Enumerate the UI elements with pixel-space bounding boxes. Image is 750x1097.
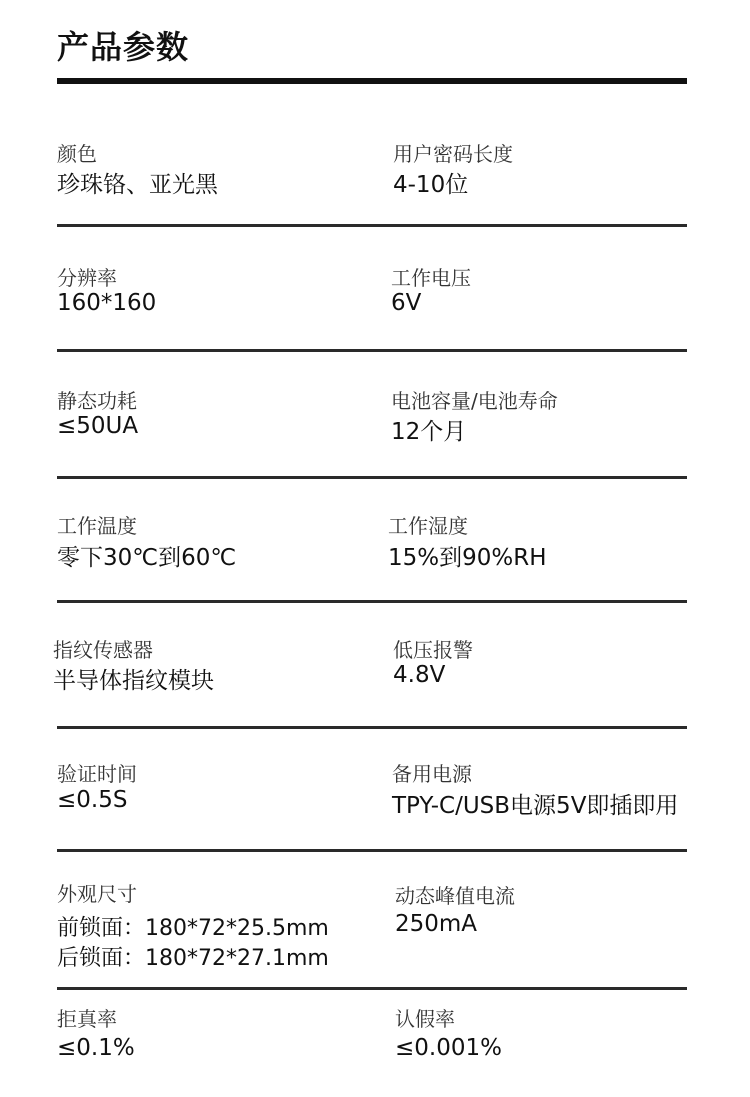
- spec-value-low-voltage-alarm: 4.8V: [393, 662, 446, 688]
- spec-value-backup-power: TPY-C/USB电源5V即插即用: [392, 793, 679, 819]
- spec-value-voltage: 6V: [391, 290, 422, 316]
- row-divider: [57, 849, 687, 852]
- spec-label-resolution: 分辨率: [57, 266, 117, 290]
- spec-label-verify-time: 验证时间: [57, 762, 137, 786]
- row-divider: [57, 726, 687, 729]
- row-divider: [57, 476, 687, 479]
- spec-value-front-dimensions: 前锁面：180*72*25.5mm: [57, 916, 329, 941]
- spec-label-password-length: 用户密码长度: [393, 142, 513, 166]
- spec-value-rear-dimensions: 后锁面：180*72*27.1mm: [57, 946, 329, 971]
- spec-label-frr: 拒真率: [57, 1007, 117, 1031]
- spec-label-dimensions: 外观尺寸: [57, 882, 137, 906]
- page-title: 产品参数: [57, 28, 190, 66]
- spec-label-fingerprint: 指纹传感器: [53, 638, 153, 662]
- spec-value-password-length: 4-10位: [393, 172, 469, 198]
- spec-value-frr: ≤0.1%: [57, 1035, 135, 1061]
- spec-label-peak-current: 动态峰值电流: [395, 884, 515, 908]
- row-divider: [57, 224, 687, 227]
- spec-value-color: 珍珠铬、亚光黑: [57, 172, 218, 198]
- spec-label-far: 认假率: [395, 1007, 455, 1031]
- spec-value-verify-time: ≤0.5S: [57, 787, 128, 813]
- spec-label-static-power: 静态功耗: [57, 389, 137, 413]
- spec-label-humidity: 工作湿度: [388, 514, 468, 538]
- spec-value-battery: 12个月: [391, 419, 467, 445]
- spec-label-backup-power: 备用电源: [392, 762, 472, 786]
- spec-value-far: ≤0.001%: [395, 1035, 502, 1061]
- spec-label-low-voltage-alarm: 低压报警: [393, 638, 473, 662]
- spec-value-static-power: ≤50UA: [57, 413, 139, 439]
- row-divider: [57, 349, 687, 352]
- spec-value-peak-current: 250mA: [395, 911, 478, 937]
- spec-value-temperature: 零下30℃到60℃: [57, 545, 237, 571]
- spec-value-fingerprint: 半导体指纹模块: [53, 668, 214, 694]
- spec-label-battery: 电池容量/电池寿命: [391, 389, 558, 413]
- spec-value-resolution: 160*160: [57, 290, 157, 316]
- row-divider: [57, 987, 687, 990]
- spec-label-color: 颜色: [57, 142, 97, 166]
- spec-value-humidity: 15%到90%RH: [388, 545, 547, 571]
- row-divider: [57, 600, 687, 603]
- spec-label-temperature: 工作温度: [57, 514, 137, 538]
- spec-label-voltage: 工作电压: [391, 266, 471, 290]
- title-underline: [57, 78, 687, 84]
